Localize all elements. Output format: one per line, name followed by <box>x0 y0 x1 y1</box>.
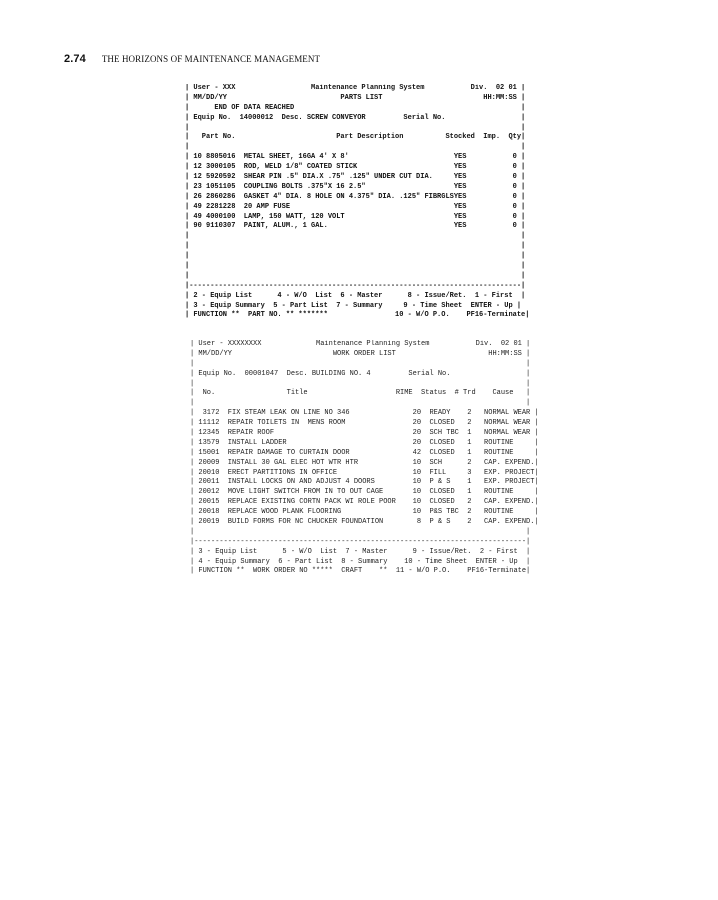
parts-screen-line: | 26 2860286 GASKET 4" DIA. 8 HOLE ON 4.375" DIA. .125" FIBRGLSYES 0 | <box>185 192 526 201</box>
parts-screen-line: | | <box>185 271 526 280</box>
parts-screen-line: | 12 5920592 SHEAR PIN .5" DIA.X .75" .125" UNDER CUT DIA. YES 0 | <box>185 173 526 182</box>
parts-screen-line: | END OF DATA REACHED | <box>185 103 526 112</box>
work-order-screen-line: | 20019 BUILD FORMS FOR NC CHUCKER FOUNDATION 8 P & S 2 CAP. EXPEND.| <box>190 518 539 527</box>
parts-screen-line: | 3 - Equip Summary 5 - Part List 7 - Summary 9 - Time Sheet ENTER - Up | <box>185 301 522 310</box>
work-order-screen-line: | | <box>190 359 531 368</box>
parts-screen-line: | FUNCTION ** PART NO. ** ******* 10 - W/O P.O. PF16-Terminate| <box>185 311 530 320</box>
work-order-screen-line: | 20015 REPLACE EXISTING CORTN PACK WI ROLE POOR 10 CLOSED 2 CAP. EXPEND.| <box>190 498 539 507</box>
work-order-screen-line: | | <box>190 399 531 408</box>
work-order-screen-line: | 20011 INSTALL LOCKS ON AND ADJUST 4 DOORS 10 P & S 1 EXP. PROJECT| <box>190 478 539 487</box>
work-order-screen-line: | 20009 INSTALL 30 GAL ELEC HOT WTR HTR 10 SCH 2 CAP. EXPEND.| <box>190 458 539 467</box>
parts-screen-line: | | <box>185 143 526 152</box>
work-order-screen-line: | MM/DD/YY WORK ORDER LIST HH:MM:SS | <box>190 349 531 358</box>
work-order-list-screen <box>190 340 596 580</box>
parts-screen-line: | User - XXX Maintenance Planning System Div. 02 01 | <box>185 84 526 92</box>
work-order-screen-line: |-------------------------------------------------------------------------------| <box>190 537 531 546</box>
work-order-screen-line: | | <box>190 527 531 536</box>
work-order-screen-line: | 3 - Equip List 5 - W/O List 7 - Master 9 - Issue/Ret. 2 - First | <box>190 547 531 556</box>
work-order-screen-line: | User - XXXXXXXX Maintenance Planning System Div. 02 01 | <box>190 340 531 348</box>
parts-screen-line: | Equip No. 14000012 Desc. SCREW CONVEYOR Serial No. | <box>185 113 526 122</box>
parts-screen-line: | | <box>185 252 526 261</box>
running-title: THE HORIZONS OF MAINTENANCE MANAGEMENT <box>101 54 321 64</box>
parts-screen-line: | 49 2281228 20 AMP FUSE YES 0 | <box>185 202 526 211</box>
work-order-screen-line: | 15001 REPAIR DAMAGE TO CURTAIN DOOR 42 CLOSED 1 ROUTINE | <box>190 448 539 457</box>
parts-screen-line: | 12 3000105 ROD, WELD 1/8" COATED STICK YES 0 | <box>185 163 526 172</box>
parts-screen-line: | 10 8805016 METAL SHEET, 16GA 4' X 8' YES 0 | <box>185 153 526 162</box>
work-order-screen-line: | 11112 REPAIR TOILETS IN MENS ROOM 20 CLOSED 2 NORMAL WEAR | <box>190 419 539 428</box>
parts-screen-line: |-------------------------------------------------------------------------------| <box>185 281 526 290</box>
parts-screen-line: | | <box>185 123 526 132</box>
work-order-screen-line: | Equip No. 00001047 Desc. BUILDING NO. 4 Serial No. | <box>190 369 531 378</box>
parts-screen-line: | 90 9110307 PAINT, ALUM., 1 GAL. YES 0 | <box>185 222 526 231</box>
parts-screen-line: | | <box>185 232 526 241</box>
parts-screen-line: | Part No. Part Description Stocked Imp. Qty| <box>185 133 526 142</box>
parts-screen-line: | 23 1051105 COUPLING BOLTS .375"X 16 2.5" YES 0 | <box>185 182 526 191</box>
work-order-screen-line: | 20018 REPLACE WOOD PLANK FLOORING 10 P&S TBC 2 ROUTINE | <box>190 508 539 517</box>
work-order-screen-line: | 13579 INSTALL LADDER 20 CLOSED 1 ROUTINE | <box>190 438 539 447</box>
page-header <box>64 53 320 65</box>
work-order-screen-line: | 20010 ERECT PARTITIONS IN OFFICE 10 FILL 3 EXP. PROJECT| <box>190 468 539 477</box>
parts-screen-line: | MM/DD/YY PARTS LIST HH:MM:SS | <box>185 93 526 102</box>
parts-screen-line: | | <box>185 262 526 271</box>
work-order-screen-line: | No. Title RIME Status # Trd Cause | <box>190 389 531 398</box>
parts-screen-line: | | <box>185 242 526 251</box>
work-order-screen-line: | 3172 FIX STEAM LEAK ON LINE NO 346 20 READY 2 NORMAL WEAR | <box>190 409 539 418</box>
parts-screen-line: | 49 4000100 LAMP, 150 WATT, 120 VOLT YES 0 | <box>185 212 526 221</box>
work-order-screen-line: | 12345 REPAIR ROOF 20 SCH TBC 1 NORMAL WEAR | <box>190 429 539 438</box>
work-order-screen-line: | 4 - Equip Summary 6 - Part List 8 - Summary 10 - Time Sheet ENTER - Up | <box>190 557 531 566</box>
parts-list-screen <box>185 84 597 324</box>
work-order-screen-line: | FUNCTION ** WORK ORDER NO ***** CRAFT ** 11 - W/O P.O. PF16-Terminate| <box>190 567 531 576</box>
work-order-screen-line: | 20012 MOVE LIGHT SWITCH FROM IN TO OUT CAGE 10 CLOSED 1 ROUTINE | <box>190 488 539 497</box>
page-number: 2.74 <box>64 53 86 65</box>
work-order-screen-line: | | <box>190 379 531 388</box>
parts-screen-line: | 2 - Equip List 4 - W/O List 6 - Master 8 - Issue/Ret. 1 - First | <box>185 291 526 300</box>
